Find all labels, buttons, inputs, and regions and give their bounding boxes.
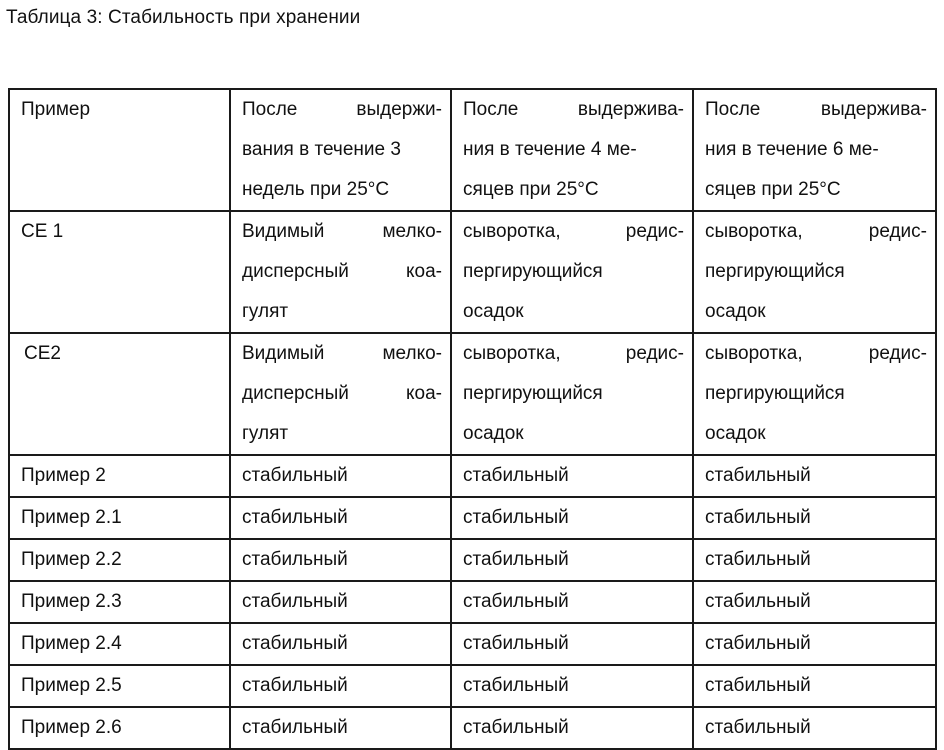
table-row bbox=[9, 665, 936, 707]
cell-line bbox=[705, 212, 927, 252]
cell-example bbox=[9, 539, 230, 581]
cell-example bbox=[9, 211, 230, 333]
cell-word: редис- bbox=[868, 221, 927, 242]
cell-m4 bbox=[451, 455, 693, 497]
status-text: стабильный bbox=[463, 549, 569, 570]
cell-word: редис- bbox=[625, 343, 684, 364]
status-text: стабильный bbox=[705, 633, 811, 654]
cell-line: осадок bbox=[705, 301, 766, 322]
cell-line: недель при 25°С bbox=[242, 179, 390, 200]
cell-line: сяцев при 25°С bbox=[463, 179, 599, 200]
cell-word: выдержи- bbox=[356, 99, 442, 120]
cell-word: сыворотка, bbox=[463, 343, 561, 364]
example-label: Пример 2.2 bbox=[21, 549, 122, 570]
status-text: стабильный bbox=[242, 591, 348, 612]
status-text: стабильный bbox=[242, 465, 348, 486]
cell-m4 bbox=[451, 665, 693, 707]
cell-m4 bbox=[451, 539, 693, 581]
cell-line: пергирующийся bbox=[705, 261, 845, 282]
cell-w3 bbox=[230, 497, 451, 539]
table-row bbox=[9, 707, 936, 749]
table-row bbox=[9, 539, 936, 581]
cell-example bbox=[9, 707, 230, 749]
status-text: стабильный bbox=[242, 633, 348, 654]
status-text: стабильный bbox=[242, 507, 348, 528]
cell-m6 bbox=[693, 497, 936, 539]
cell-line: гулят bbox=[242, 423, 289, 444]
example-label: Пример 2.1 bbox=[21, 507, 122, 528]
cell-line: гулят bbox=[242, 301, 289, 322]
example-label: Пример 2.5 bbox=[21, 675, 122, 696]
cell-word: выдержива- bbox=[820, 99, 927, 120]
cell-line bbox=[242, 334, 442, 374]
cell-word: Видимый bbox=[242, 221, 325, 242]
cell-m4 bbox=[451, 581, 693, 623]
cell-line bbox=[242, 212, 442, 252]
header-cell-4-months bbox=[451, 89, 693, 211]
cell-w3 bbox=[230, 211, 451, 333]
cell-example bbox=[9, 497, 230, 539]
cell-line: ния в течение 4 ме- bbox=[463, 139, 637, 160]
header-cell-example bbox=[9, 89, 230, 211]
cell-m6 bbox=[693, 539, 936, 581]
cell-word: сыворотка, bbox=[705, 221, 803, 242]
cell-m6 bbox=[693, 623, 936, 665]
cell-word: редис- bbox=[625, 221, 684, 242]
cell-example bbox=[9, 455, 230, 497]
cell-example bbox=[9, 581, 230, 623]
cell-m4 bbox=[451, 333, 693, 455]
cell-m6 bbox=[693, 211, 936, 333]
cell-word: мелко- bbox=[382, 221, 442, 242]
cell-m6 bbox=[693, 581, 936, 623]
status-text: стабильный bbox=[463, 675, 569, 696]
cell-example bbox=[9, 665, 230, 707]
cell-word: мелко- bbox=[382, 343, 442, 364]
cell-m4 bbox=[451, 707, 693, 749]
example-label: СЕ 1 bbox=[21, 221, 64, 242]
cell-line bbox=[463, 334, 684, 374]
cell-word: сыворотка, bbox=[705, 343, 803, 364]
storage-stability-table bbox=[8, 88, 937, 750]
cell-line: вания в течение 3 bbox=[242, 139, 401, 160]
cell-line bbox=[705, 90, 927, 130]
cell-word: дисперсный bbox=[242, 383, 349, 404]
cell-m6 bbox=[693, 455, 936, 497]
cell-word: коа- bbox=[406, 383, 442, 404]
cell-line: осадок bbox=[463, 301, 524, 322]
status-text: стабильный bbox=[242, 549, 348, 570]
cell-line bbox=[242, 374, 442, 414]
cell-line: пергирующийся bbox=[705, 383, 845, 404]
status-text: стабильный bbox=[242, 675, 348, 696]
cell-line bbox=[463, 212, 684, 252]
example-label: Пример 2.6 bbox=[21, 717, 122, 738]
cell-w3 bbox=[230, 455, 451, 497]
example-label: СЕ2 bbox=[24, 343, 61, 364]
header-label-example: Пример bbox=[21, 99, 91, 120]
status-text: стабильный bbox=[705, 717, 811, 738]
cell-m6 bbox=[693, 707, 936, 749]
cell-word: После bbox=[463, 99, 519, 120]
cell-line: пергирующийся bbox=[463, 383, 603, 404]
cell-line: осадок bbox=[463, 423, 524, 444]
header-cell-6-months bbox=[693, 89, 936, 211]
cell-m4 bbox=[451, 497, 693, 539]
cell-m6 bbox=[693, 665, 936, 707]
table-row bbox=[9, 211, 936, 333]
cell-line: ния в течение 6 ме- bbox=[705, 139, 879, 160]
table-caption: Таблица 3: Стабильность при хранении bbox=[6, 7, 361, 28]
header-cell-3-weeks bbox=[230, 89, 451, 211]
cell-line bbox=[242, 90, 442, 130]
cell-line: осадок bbox=[705, 423, 766, 444]
status-text: стабильный bbox=[463, 591, 569, 612]
status-text: стабильный bbox=[705, 549, 811, 570]
cell-line bbox=[463, 90, 684, 130]
cell-w3 bbox=[230, 707, 451, 749]
cell-example bbox=[9, 623, 230, 665]
cell-word: выдержива- bbox=[577, 99, 684, 120]
table-row bbox=[9, 455, 936, 497]
cell-w3 bbox=[230, 539, 451, 581]
cell-m4 bbox=[451, 623, 693, 665]
status-text: стабильный bbox=[705, 675, 811, 696]
cell-w3 bbox=[230, 581, 451, 623]
cell-w3 bbox=[230, 665, 451, 707]
status-text: стабильный bbox=[705, 465, 811, 486]
cell-m4 bbox=[451, 211, 693, 333]
table-row bbox=[9, 581, 936, 623]
cell-example bbox=[9, 333, 230, 455]
cell-line bbox=[242, 252, 442, 292]
table-row bbox=[9, 333, 936, 455]
status-text: стабильный bbox=[705, 591, 811, 612]
cell-line: пергирующийся bbox=[463, 261, 603, 282]
cell-line bbox=[705, 334, 927, 374]
header-row bbox=[9, 89, 936, 211]
cell-m6 bbox=[693, 333, 936, 455]
status-text: стабильный bbox=[705, 507, 811, 528]
example-label: Пример 2.3 bbox=[21, 591, 122, 612]
status-text: стабильный bbox=[463, 633, 569, 654]
status-text: стабильный bbox=[463, 717, 569, 738]
status-text: стабильный bbox=[242, 717, 348, 738]
cell-word: сыворотка, bbox=[463, 221, 561, 242]
example-label: Пример 2.4 bbox=[21, 633, 122, 654]
table-row bbox=[9, 497, 936, 539]
cell-w3 bbox=[230, 333, 451, 455]
table-row bbox=[9, 623, 936, 665]
cell-line: сяцев при 25°С bbox=[705, 179, 841, 200]
cell-w3 bbox=[230, 623, 451, 665]
status-text: стабильный bbox=[463, 507, 569, 528]
cell-word: Видимый bbox=[242, 343, 325, 364]
example-label: Пример 2 bbox=[21, 465, 106, 486]
cell-word: коа- bbox=[406, 261, 442, 282]
cell-word: редис- bbox=[868, 343, 927, 364]
cell-word: дисперсный bbox=[242, 261, 349, 282]
cell-word: После bbox=[705, 99, 761, 120]
cell-word: После bbox=[242, 99, 298, 120]
status-text: стабильный bbox=[463, 465, 569, 486]
